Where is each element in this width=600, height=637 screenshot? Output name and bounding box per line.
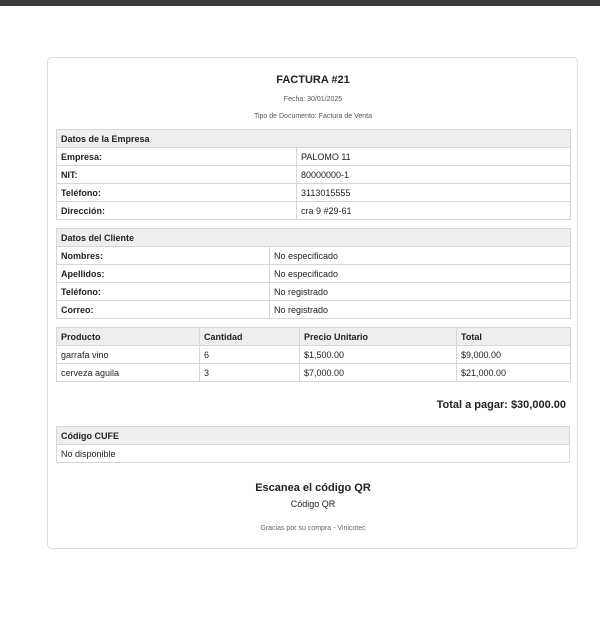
client-header-row [57,229,571,247]
products-header-row [57,328,571,346]
invoice-title: FACTURA #21 [276,74,350,86]
table-row [57,364,571,382]
company-label: Empresa: [57,148,297,166]
client-label: Nombres: [57,247,270,265]
client-label: Correo: [57,301,270,319]
company-header: Datos de la Empresa [57,130,571,148]
client-value: No registrado [270,301,571,319]
total-to-pay: Total a pagar: $30,000.00 [436,399,566,411]
product-name: garrafa vino [57,346,200,364]
client-label: Apellidos: [57,265,270,283]
table-row [57,202,571,220]
column-header-unit-price: Precio Unitario [300,328,457,346]
invoice-card [47,57,578,549]
client-value: No especificado [270,247,571,265]
table-row [57,166,571,184]
footer-thanks: Gracias por su compra - Vinicotec [260,525,366,532]
cufe-table [56,426,570,463]
client-value: No especificado [270,265,571,283]
column-header-product: Producto [57,328,200,346]
qr-title: Escanea el código QR [255,482,371,494]
company-header-row [57,130,571,148]
company-table [56,129,571,220]
product-total: $21,000.00 [457,364,571,382]
client-table [56,228,571,319]
table-row [57,283,571,301]
client-label: Teléfono: [57,283,270,301]
column-header-total: Total [457,328,571,346]
product-name: cerveza aguila [57,364,200,382]
client-header: Datos del Cliente [57,229,571,247]
company-value: 80000000-1 [297,166,571,184]
product-total: $9,000.00 [457,346,571,364]
company-value: cra 9 #29-61 [297,202,571,220]
table-row [57,265,571,283]
cufe-header-row [57,427,570,445]
invoice-doc-type: Tipo de Documento: Factura de Venta [253,113,373,120]
invoice-date: Fecha: 30/01/2025 [283,96,343,103]
table-row [57,301,571,319]
cufe-header: Código CUFE [57,427,570,445]
product-quantity: 3 [200,364,300,382]
company-label: Teléfono: [57,184,297,202]
company-label: NIT: [57,166,297,184]
cufe-value: No disponible [57,445,570,463]
table-row [57,346,571,364]
product-quantity: 6 [200,346,300,364]
client-value: No registrado [270,283,571,301]
column-header-quantity: Cantidad [200,328,300,346]
company-label: Dirección: [57,202,297,220]
table-row [57,247,571,265]
company-value: 3113015555 [297,184,571,202]
product-unit-price: $7,000.00 [300,364,457,382]
top-bar [0,0,600,6]
table-row [57,445,570,463]
qr-subtitle: Código QR [290,499,336,509]
product-unit-price: $1,500.00 [300,346,457,364]
table-row [57,148,571,166]
products-table [56,327,571,382]
company-value: PALOMO 11 [297,148,571,166]
table-row [57,184,571,202]
